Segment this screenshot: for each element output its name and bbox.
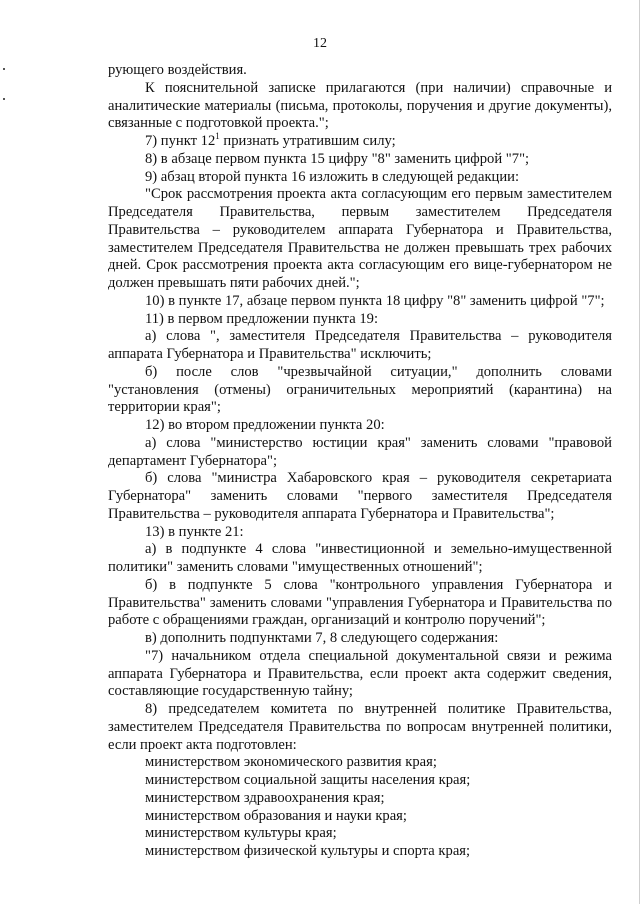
paragraph: б) слова "министра Хабаровского края – руководителя секретариата Губернатора" заменить словами "первого заместителя Председателя Правительства – руководителя аппарата Губернатора и Правительства";: [108, 470, 612, 522]
paragraph: 8) председателем комитета по внутренней политике Правительства, заместителем Председателя Правительства по вопросам внутренней политики, если проект акта подготовлен:: [108, 701, 612, 753]
paragraph: б) в подпункте 5 слова "контрольного управления Губернатора и Правительства" заменить словами "управления Губернатора и Правительства по работе с обращениями граждан, организаций и контролю поручений";: [108, 576, 612, 629]
paragraph: а) слова ", заместителя Председателя Правительства – руководителя аппарата Губернатора и Правительства" исключить;: [108, 328, 612, 362]
list-item: министерством физической культуры и спорта края;: [145, 843, 471, 859]
paragraph: 8) в абзаце первом пункта 15 цифру "8" заменить цифрой "7";: [145, 150, 530, 167]
list-item: министерством экономического развития края;: [145, 754, 437, 771]
paragraph: 10) в пункте 17, абзаце первом пункта 18 цифру "8" заменить цифрой "7";: [145, 292, 605, 309]
paragraph: а) в подпункте 4 слова "инвестиционной и земельно-имущественной политики" заменить словами "имущественных отношений";: [108, 541, 612, 575]
paragraph: "Срок рассмотрения проекта акта согласующим его первым заместителем Председателя Правительства, первым заместителем Председателя Правительства – руководителем аппарата Губернатора и Правительства, заместителем Председателя Правительства не должен превышать трех рабочих дней. Срок рассмотрения проекта акта согласующим его вице-губернатором не должен превышать пяти рабочих дней.";: [108, 186, 612, 291]
list-item: министерством культуры края;: [145, 825, 337, 842]
paragraph: 11) в первом предложении пункта 19:: [145, 310, 379, 327]
list-item: министерством образования и науки края;: [145, 807, 407, 824]
paragraph: б) после слов "чрезвычайной ситуации," дополнить словами "установления (отмены) ограничительных мероприятий (карантина) на территории края";: [108, 363, 612, 416]
paragraph: 13) в пункте 21:: [145, 523, 244, 540]
list-item: министерством социальной защиты населения края;: [145, 772, 471, 788]
paragraph: 7) пункт $12^1$ признать утратившим силу;: [145, 131, 396, 149]
list-item: министерством здравоохранения края;: [145, 789, 385, 806]
paragraph: 9) абзац второй пункта 16 изложить в следующей редакции:: [145, 168, 520, 185]
margin-mark: [3, 98, 5, 100]
page-number: 12: [313, 36, 327, 51]
document-body: [108, 62, 612, 861]
paragraph: рующего воздействия.: [108, 62, 247, 78]
paragraph: а) слова "министерство юстиции края" заменить словами "правовой департамент Губернатора";: [108, 434, 612, 469]
paragraph: в) дополнить подпунктами 7, 8 следующего содержания:: [145, 630, 499, 646]
paragraph: 12) во втором предложении пункта 20:: [145, 417, 385, 433]
paragraph: К пояснительной записке прилагаются (при наличии) справочные и аналитические материалы (письма, протоколы, поручения и другие документы), связанные с подготовкой проекта.";: [108, 79, 612, 132]
superscript: 1: [215, 131, 220, 142]
paragraph: "7) начальником отдела специальной документальной связи и режима аппарата Губернатора и Правительства, если проект акта содержит сведения, составляющие государственную тайну;: [108, 647, 612, 700]
margin-mark: [3, 68, 5, 70]
